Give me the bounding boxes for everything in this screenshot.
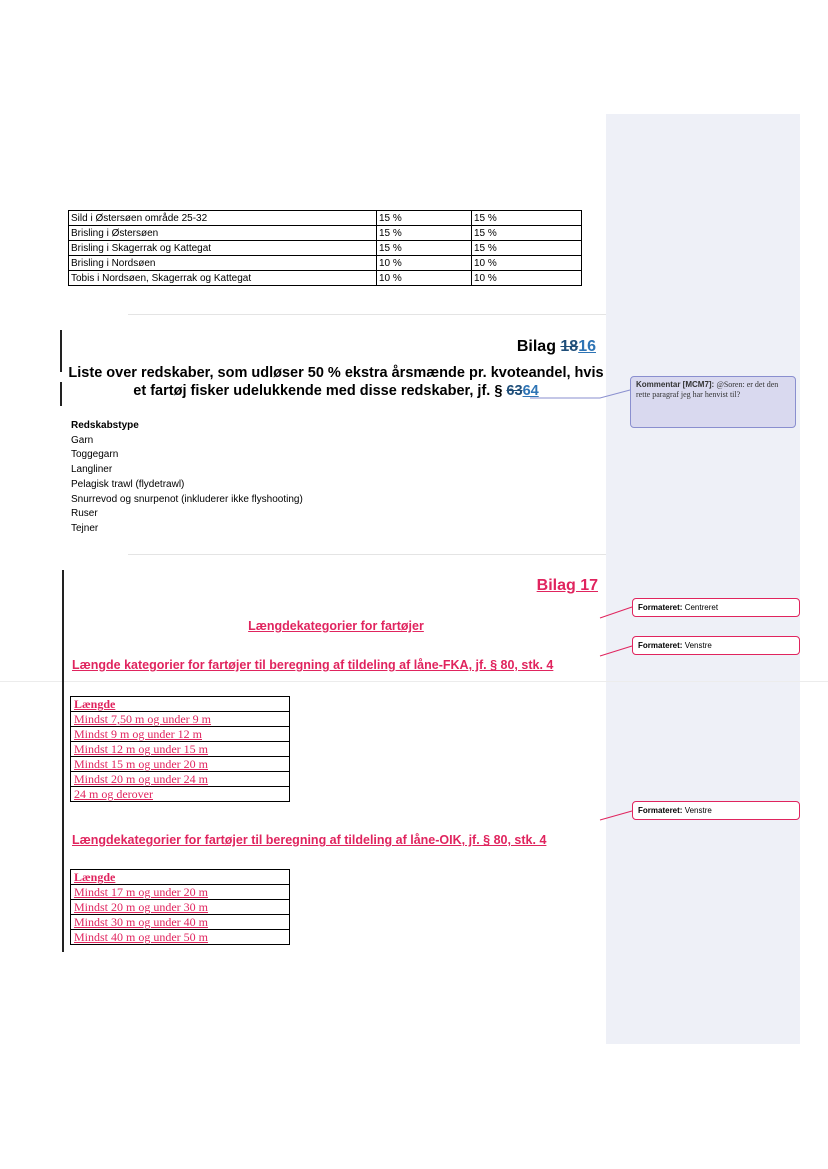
fka-section-heading: Længde kategorier for fartøjer til beregning af tildeling af låne-FKA, jf. § 80, stk. 4 (72, 658, 554, 672)
bilag-17-title: Bilag 17 (536, 577, 598, 594)
format-connector (600, 811, 632, 820)
table-row: Mindst 20 m og under 30 m (71, 900, 290, 915)
comment-text: @Soren: er det den rette paragraf jeg har henvist til? (636, 380, 779, 399)
deleted-paragraph-ref: 63 (506, 383, 523, 399)
list-item: Langliner (71, 464, 113, 476)
format-connector (600, 646, 632, 656)
comment-author: Kommentar [MCM7]: (636, 380, 717, 389)
list-item: Tejner (71, 522, 99, 534)
list-item: Ruser (71, 508, 98, 520)
format-balloon-left[interactable]: Formateret: Venstre (632, 636, 800, 655)
list-item: Snurrevod og snurpenot (inkluderer ikke flyshooting) (71, 493, 303, 505)
table-row: Brisling i Nordsøen 10 % 10 % (69, 256, 582, 271)
table-row: Mindst 20 m og under 24 m (71, 772, 290, 787)
inserted-paragraph-ref: 64 (522, 383, 539, 399)
table-row: Mindst 9 m og under 12 m (71, 727, 290, 742)
bilag-16-title: Bilag 1816 (516, 338, 596, 355)
gear-type-heading: Redskabstype (71, 420, 139, 431)
list-item: Pelagisk trawl (flydetrawl) (71, 478, 185, 490)
table-row: Brisling i Østersøen 15 % 15 % (69, 226, 582, 241)
oik-section-heading: Længdekategorier for fartøjer til beregning af tildeling af låne-OIK, jf. § 80, stk. 4 (72, 833, 547, 847)
table-row: Mindst 30 m og under 40 m (71, 915, 290, 930)
table-header-row: Længde (71, 870, 290, 885)
format-balloon-centered[interactable]: Formateret: Centreret (632, 598, 800, 617)
table-row: Mindst 12 m og under 15 m (71, 742, 290, 757)
comment-balloon[interactable] (630, 376, 796, 428)
inserted-number: 16 (578, 338, 596, 355)
format-balloon-left[interactable]: Formateret: Venstre (632, 801, 800, 820)
deleted-number: 18 (560, 338, 579, 355)
bilag-17-heading: Længdekategorier for fartøjer (248, 619, 424, 633)
table-row: Tobis i Nordsøen, Skagerrak og Kattegat 10 % 10 % (69, 271, 582, 286)
bilag-16-heading: Liste over redskaber, som udløser 50 % ekstra årsmænde pr. kvoteandel, hvis et fartøj fisker udelukkende med disse redskaber, jf. § 6364 (68, 365, 604, 399)
table-row: Mindst 7,50 m og under 9 m (71, 712, 290, 727)
table-row: Brisling i Skagerrak og Kattegat 15 % 15 % (69, 241, 582, 256)
table-row: Sild i Østersøen område 25-32 15 % 15 % (69, 211, 582, 226)
format-connector (600, 607, 632, 618)
table-row: Mindst 40 m og under 50 m (71, 930, 290, 945)
table-row: 24 m og derover (71, 787, 290, 802)
table-row: Mindst 15 m og under 20 m (71, 757, 290, 772)
list-item: Toggegarn (71, 449, 119, 461)
table-row: Mindst 17 m og under 20 m (71, 885, 290, 900)
table-header-row: Længde (71, 697, 290, 712)
list-item: Garn (71, 434, 94, 446)
comment-connector (530, 390, 630, 398)
